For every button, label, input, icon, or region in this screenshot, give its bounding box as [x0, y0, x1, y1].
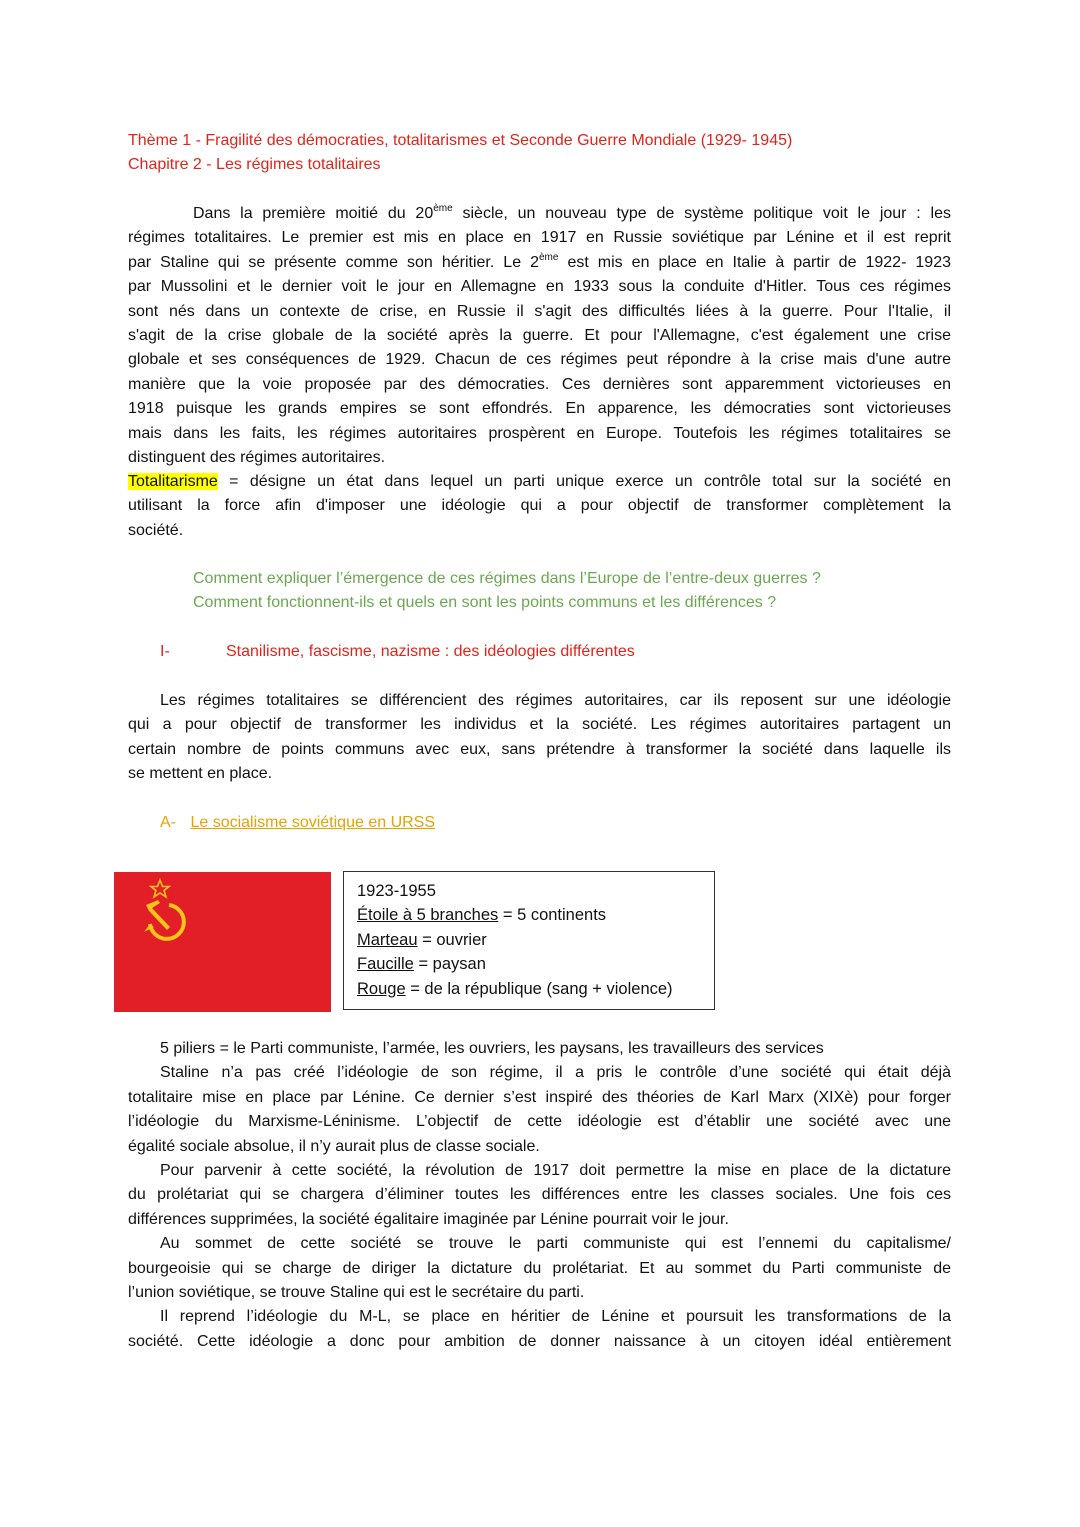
text-line: [128, 738, 951, 762]
text-segment: société. Cette idéologie a donc pour ambition de donner naissance à un citoyen idéal entièrement: [128, 1332, 951, 1350]
text-line: [128, 494, 951, 518]
text-segment: différences supprimées, la société égalitaire imaginée par Lénine pourrait voir le jour.: [128, 1210, 729, 1228]
text-segment: 1918 puisque les grands empires se sont effondrés. En apparence, les démocraties sont victorieuses: [128, 400, 951, 418]
superscript: ème: [539, 251, 559, 263]
text-segment: 5 piliers = le Parti communiste, l’armée, les ouvriers, les paysans, les travailleurs des services: [160, 1040, 824, 1057]
document-header: [128, 129, 951, 178]
text-segment: par Staline qui se présente comme son héritier. Le 2: [128, 253, 539, 271]
text-line: [128, 1110, 951, 1134]
text-segment: distinguent des régimes autoritaires.: [128, 448, 386, 466]
text-line: [357, 903, 714, 927]
subsection-letter: A-: [160, 814, 176, 831]
text-segment: siècle, un nouveau type de système politique voit le jour : les: [452, 205, 952, 222]
text-segment: sont nés dans un contexte de crise, en Russie il s'agit des difficultés liées à la guerre. Pour l'Italie, il: [128, 302, 951, 320]
text-segment: totalitaire mise en place par Lénine. Ce dernier s’est inspiré des théories de Karl Marx (XIXè) pour forger: [128, 1088, 951, 1106]
text-line: [128, 373, 951, 397]
problematic-questions: [193, 567, 953, 616]
text-line: [128, 1135, 951, 1159]
flag-legend-box: [343, 871, 715, 1010]
text-segment: du prolétariat qui se chargera d’éliminer toutes les différences entre les classes sociales. Une fois ces: [128, 1186, 951, 1204]
text-segment: manière que la voie proposée par des démocraties. Ces dernières sont apparemment victorieuses en: [128, 375, 951, 393]
text-line: [128, 1159, 951, 1183]
text-line: [357, 879, 714, 903]
text-segment: régimes totalitaires. Le premier est mis en place en 1917 en Russie soviétique par Lénine et il est reprit: [128, 229, 951, 247]
underlined-term: Rouge: [357, 979, 406, 998]
text-line: [128, 275, 951, 299]
text-line: [357, 952, 714, 976]
text-line: [128, 300, 951, 324]
question: Comment fonctionnent-ils et quels en sont les points communs et les différences ?: [193, 594, 777, 612]
text-line: [128, 1183, 951, 1207]
text-line: [128, 1232, 951, 1256]
text-line: [128, 1037, 951, 1061]
text-line: [128, 348, 951, 372]
text-line: [128, 1281, 951, 1305]
underlined-term: Faucille: [357, 955, 414, 974]
text-segment: mais dans les faits, les régimes autoritaires prospèrent en Europe. Toutefois les régimes totalitaires se: [128, 424, 951, 442]
intro-paragraph: [128, 202, 951, 470]
text-line: [128, 1208, 951, 1232]
text-line: [128, 1330, 951, 1354]
text-line: [128, 226, 951, 250]
text-segment: est mis en place en Italie à partir de 1922- 1923: [558, 253, 952, 271]
text-segment: qui a pour objectif de transformer les individus et la société. Les régimes autoritaires partagent un: [128, 716, 951, 734]
text-line: [128, 762, 951, 786]
text-line: [128, 519, 951, 543]
section-heading: [160, 640, 983, 664]
text-line: [128, 1305, 951, 1329]
text-segment: bourgeoisie qui se charge de diriger la dictature du prolétariat. Et au sommet du Parti communiste de: [128, 1259, 951, 1277]
text-line: [357, 977, 714, 1001]
text-segment: égalité sociale absolue, il n’y aurait plus de classe sociale.: [128, 1137, 540, 1155]
section-title: Stanilisme, fascisme, nazisme : des idéologies différentes: [226, 643, 635, 660]
underlined-term: Marteau: [357, 930, 418, 949]
text-line: [128, 689, 951, 713]
text-segment: globale et ses conséquences de 1929. Chacun de ces régimes peut répondre à la crise mais d'une autre: [128, 351, 951, 369]
text-line: [128, 251, 951, 275]
question: Comment expliquer l’émergence de ces régimes dans l’Europe de l’entre-deux guerres ?: [193, 570, 821, 587]
text-line: [128, 397, 951, 421]
subsection-heading: [160, 811, 983, 835]
text-segment: = ouvrier: [417, 930, 487, 949]
text-segment: = paysan: [413, 955, 486, 974]
text-line: [128, 1061, 951, 1085]
text-segment: = désigne un état dans lequel un parti unique exerce un contrôle total sur la société en: [217, 473, 951, 490]
theme-title: Thème 1 - Fragilité des démocraties, totalitarismes et Seconde Guerre Mondiale (1929- 1945): [128, 132, 793, 149]
chapter-title: Chapitre 2 - Les régimes totalitaires: [128, 156, 381, 174]
text-segment: = de la république (sang + violence): [405, 979, 673, 998]
text-segment: certain nombre de points communs avec eux, sans prétendre à transformer la société dans laquelle ils: [128, 740, 951, 758]
highlighted-term: Totalitarisme: [128, 473, 218, 490]
text-segment: Les régimes totalitaires se différencient des régimes autoritaires, car ils reposent sur une idéologie: [160, 692, 951, 709]
text-line: [128, 1257, 951, 1281]
section-paragraph: [128, 689, 951, 787]
text-line: [128, 1086, 951, 1110]
superscript: ème: [433, 203, 453, 214]
text-segment: = 5 continents: [498, 906, 607, 925]
section-number: I-: [160, 643, 170, 660]
text-segment: l’idéologie du Marxisme-Léninisme. L’objectif de cette idéologie est d’établir une société avec une: [128, 1113, 951, 1131]
text-line: [128, 422, 951, 446]
hammer-sickle-star-icon: [114, 872, 331, 1012]
text-segment: Pour parvenir à cette société, la révolution de 1917 doit permettre la mise en place de la dictature: [160, 1161, 951, 1179]
text-line: [128, 324, 951, 348]
body-paragraphs: [128, 1037, 951, 1354]
text-segment: Au sommet de cette société se trouve le parti communiste qui est l’ennemi du capitalisme/: [160, 1235, 951, 1253]
text-line: [128, 446, 951, 470]
text-line: [128, 202, 951, 226]
text-segment: Dans la première moitié du 20: [193, 205, 434, 222]
text-segment: 1923-1955: [357, 882, 436, 900]
subsection-title: Le socialisme soviétique en URSS: [190, 814, 436, 831]
text-line: [128, 470, 951, 494]
text-segment: se mettent en place.: [128, 765, 273, 783]
definition-paragraph: [128, 470, 951, 543]
text-line: [128, 713, 951, 737]
text-segment: société.: [128, 521, 184, 539]
underlined-term: Étoile à 5 branches: [357, 906, 499, 925]
text-segment: s'agit de la crise globale de la société après la guerre. Et pour l'Allemagne, c'est également une crise: [128, 326, 951, 344]
text-segment: l’union soviétique, se trouve Staline qui est le secrétaire du parti.: [128, 1283, 585, 1301]
text-segment: utilisant la force afin d'imposer une idéologie qui a pour objectif de transformer complètement la: [128, 497, 951, 515]
text-line: [357, 928, 714, 952]
text-segment: par Mussolini et le dernier voit le jour en Allemagne en 1933 sous la conduite d'Hitler. Tous ces régimes: [128, 278, 951, 296]
ussr-flag-image: [114, 872, 331, 1012]
text-segment: Staline n’a pas créé l’idéologie de son régime, il a pris le contrôle d’une société qui était déjà: [160, 1064, 951, 1082]
text-segment: Il reprend l’idéologie du M-L, se place en héritier de Lénine et poursuit les transformations de la: [160, 1308, 951, 1326]
